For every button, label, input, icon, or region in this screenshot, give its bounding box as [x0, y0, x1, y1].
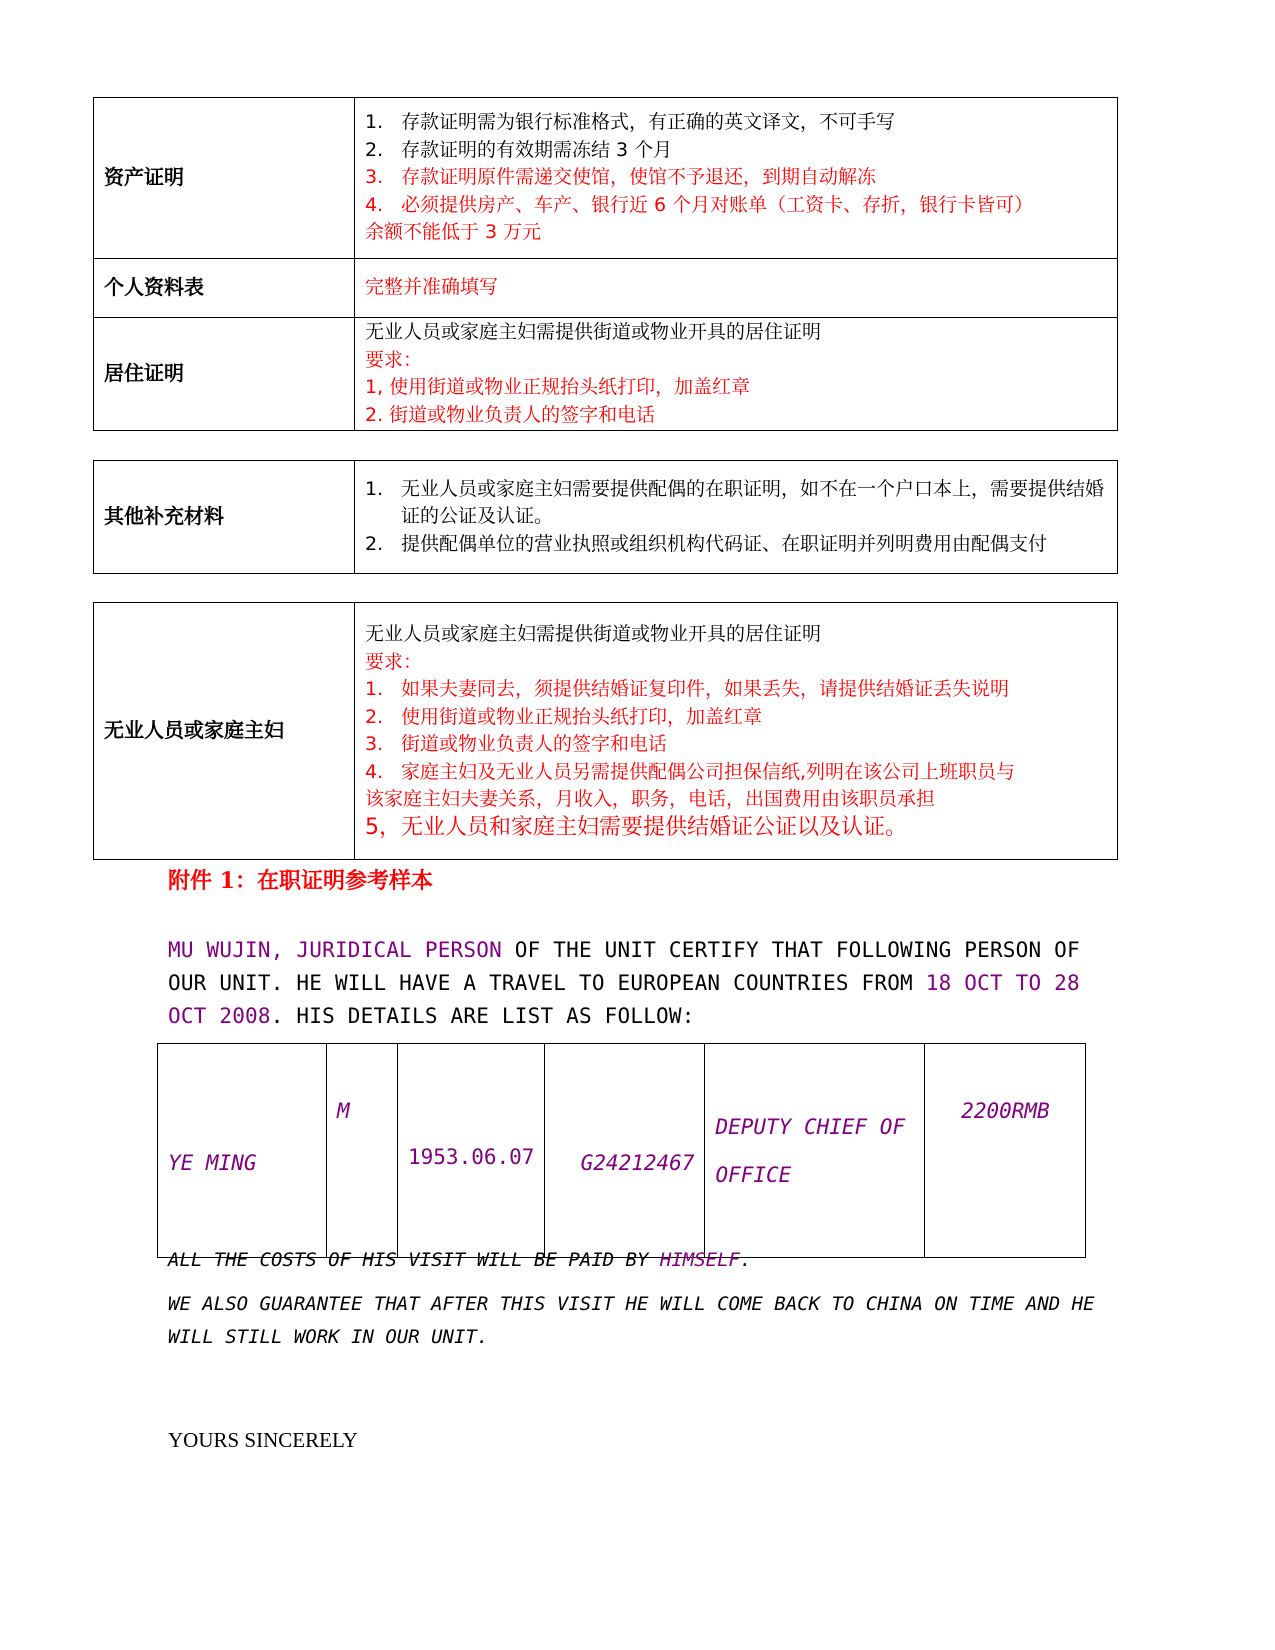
- list-item: 2. 存款证明的有效期需冻结 3 个月: [365, 138, 673, 161]
- guarantee-paragraph: WE ALSO GUARANTEE THAT AFTER THIS VISIT HE WILL COME BACK TO CHINA ON TIME AND HE WILL STILL WORK IN OUR UNIT.: [168, 1293, 1095, 1348]
- residence-proof-row: [94, 318, 1118, 431]
- employee-details-table: [157, 1043, 1086, 1258]
- residence-intro: 无业人员或家庭主妇需提供街道或物业开具的居住证明: [365, 321, 822, 343]
- list-item: 2. 街道或物业负责人的签字和电话: [365, 403, 656, 426]
- list-item: 1. 存款证明需为银行标准格式，有正确的英文译文，不可手写: [365, 111, 896, 134]
- employee-name: YE MING: [158, 1044, 327, 1258]
- list-item: 4. 必须提供房产、车产、银行近 6 个月对账单（工资卡、存折，银行卡皆可）: [365, 193, 1034, 216]
- table-row: [158, 1044, 1086, 1258]
- payer: HIMSELF: [659, 1249, 740, 1271]
- attachment-title: 附件 1：在职证明参考样本: [168, 868, 433, 894]
- list-item: 5，无业人员和家庭主妇需要提供结婚证公证以及认证。: [365, 814, 907, 840]
- list-item: 2. 提供配偶单位的营业执照或组织机构代码证、在职证明并列明费用由配偶支付: [365, 532, 1048, 555]
- personal-form-row: [94, 259, 1118, 318]
- asset-proof-label: 资产证明: [94, 98, 355, 259]
- list-item: 1, 使用街道或物业正规抬头纸打印，加盖红章: [365, 376, 751, 398]
- asset-proof-content: [355, 98, 1118, 259]
- supplement-content: [355, 461, 1118, 574]
- costs-paragraph: ALL THE COSTS OF HIS VISIT WILL BE PAID BY HIMSELF.: [168, 1249, 752, 1271]
- list-item: 4. 家庭主妇及无业人员另需提供配偶公司担保信纸,列明在该公司上班职员与: [365, 760, 1016, 783]
- unemployed-label: 无业人员或家庭主妇: [94, 603, 355, 860]
- list-item: 3. 存款证明原件需递交使馆，使馆不予退还，到期自动解冻: [365, 166, 877, 189]
- requirements-table-2: [93, 460, 1118, 574]
- unemployed-row: [94, 603, 1118, 860]
- employee-sex: M: [327, 1044, 398, 1258]
- list-item: 2. 使用街道或物业正规抬头纸打印，加盖红章: [365, 705, 763, 728]
- requirements-heading: 要求：: [365, 348, 423, 371]
- requirements-heading: 要求：: [365, 650, 423, 673]
- juridical-person: MU WUJIN, JURIDICAL PERSON: [168, 938, 502, 962]
- list-item-continuation: 余额不能低于 3 万元: [365, 221, 542, 244]
- unemployed-intro: 无业人员或家庭主妇需提供街道或物业开具的居住证明: [365, 623, 822, 645]
- closing: YOURS SINCERELY: [168, 1428, 358, 1452]
- residence-proof-label: 居住证明: [94, 318, 355, 431]
- personal-form-label: 个人资料表: [94, 259, 355, 318]
- certificate-paragraph: MU WUJIN, JURIDICAL PERSON OF THE UNIT CERTIFY THAT FOLLOWING PERSON OF OUR UNIT. HE WILL HAVE A TRAVEL TO EUROPEAN COUNTRIES FROM 18 OCT TO 28 OCT 2008. HIS DETAILS ARE LIST AS FOLLOW:: [168, 938, 1080, 1028]
- supplement-row: [94, 461, 1118, 574]
- travel-dates: 18 OCT TO 28 OCT 2008: [168, 971, 1080, 1028]
- employee-dob: 1953.06.07: [398, 1044, 545, 1258]
- list-item: 1. 无业人员或家庭主妇需要提供配偶的在职证明，如不在一个户口本上，需要提供结婚证的公证及认证。: [365, 477, 1105, 528]
- personal-form-content: 完整并准确填写: [355, 259, 1118, 318]
- employee-position: DEPUTY CHIEF OF OFFICE: [705, 1044, 925, 1258]
- supplement-label: 其他补充材料: [94, 461, 355, 574]
- asset-proof-row: [94, 98, 1118, 259]
- unemployed-content: [355, 603, 1118, 860]
- requirements-table-3: [93, 602, 1118, 860]
- list-item-continuation: 该家庭主妇夫妻关系，月收入，职务，电话，出国费用由该职员承担: [365, 788, 936, 810]
- employee-passport: G24212467: [545, 1044, 705, 1258]
- requirements-table-1: [93, 97, 1118, 431]
- employee-salary: 2200RMB: [925, 1044, 1086, 1258]
- list-item: 3. 街道或物业负责人的签字和电话: [365, 733, 668, 755]
- residence-proof-content: [355, 318, 1118, 431]
- list-item: 1. 如果夫妻同去，须提供结婚证复印件，如果丢失，请提供结婚证丢失说明: [365, 678, 1010, 700]
